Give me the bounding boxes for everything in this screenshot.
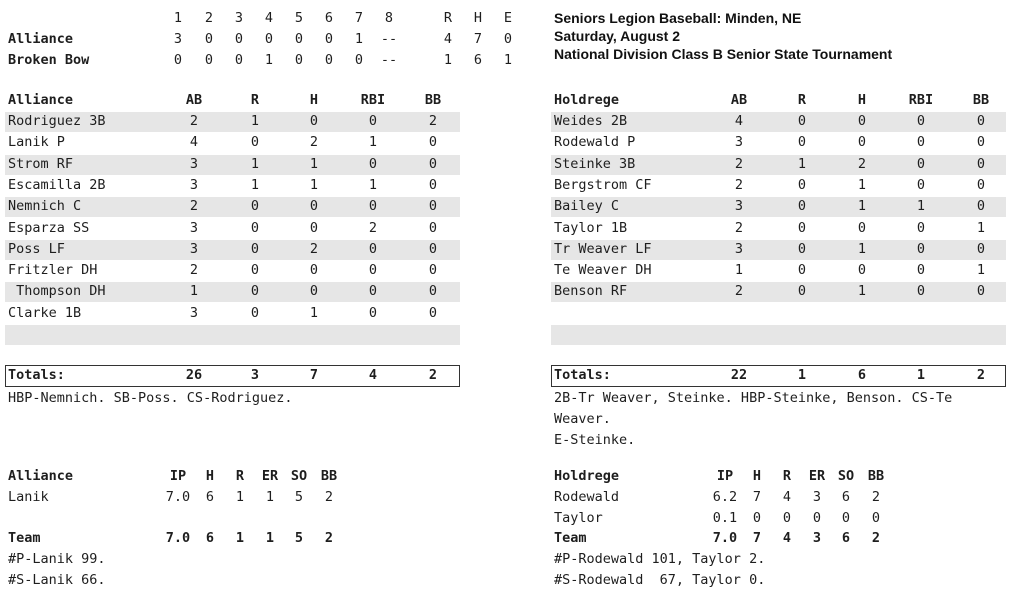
- batting-player-name: Steinke 3B: [554, 155, 636, 172]
- batting-total-value: 22: [730, 367, 748, 383]
- linescore-team-name: Alliance: [8, 31, 74, 47]
- batting-player-name: Fritzler DH: [8, 262, 98, 279]
- batting-stat: 0: [976, 283, 986, 300]
- batting-stat: 3: [734, 134, 744, 151]
- batting-team-header: Alliance: [8, 92, 74, 108]
- pitching-team-header: Alliance: [8, 468, 74, 484]
- batting-stat: 0: [309, 219, 319, 236]
- batting-stat: 1: [734, 262, 744, 279]
- pitching-stat: 1: [235, 489, 245, 505]
- batting-stat: 0: [976, 155, 986, 172]
- linescore-rhe-value: 4: [443, 31, 453, 47]
- pitching-stat: 0: [782, 510, 792, 526]
- batting-stat: 4: [189, 134, 199, 151]
- batting-player-name: Escamilla 2B: [8, 176, 106, 193]
- pitching-stat: 1: [265, 489, 275, 505]
- pitching-team-header: Holdrege: [554, 468, 620, 484]
- batting-stat: 0: [368, 304, 378, 321]
- batting-stat: 1: [857, 176, 867, 193]
- batting-stat: 0: [976, 134, 986, 151]
- batting-stat: 0: [428, 198, 438, 215]
- batting-stat: 0: [797, 113, 807, 129]
- batting-stat: 1: [309, 304, 319, 321]
- batting-stat: 1: [976, 219, 986, 236]
- pitching-column-header: BB: [320, 468, 338, 484]
- batting-stat: 2: [857, 155, 867, 172]
- pitching-stat: 6: [205, 489, 215, 505]
- batting-column-header: AB: [185, 92, 203, 108]
- batting-column-header: BB: [972, 92, 990, 108]
- pitching-stat: 0: [871, 510, 881, 526]
- pitching-team-label: Team: [8, 530, 41, 546]
- linescore-inning-score: 0: [234, 31, 244, 47]
- linescore-inning-header: 5: [294, 10, 304, 26]
- batting-stat: 0: [428, 219, 438, 236]
- batting-row-shade: [5, 325, 460, 345]
- batting-stat: 0: [976, 240, 986, 257]
- pitching-stat: 0: [752, 510, 762, 526]
- batting-player-name: Strom RF: [8, 155, 74, 172]
- batting-player-name: Rodriguez 3B: [8, 113, 106, 129]
- linescore-rhe-header: E: [503, 10, 513, 26]
- batting-stat: 3: [189, 304, 199, 321]
- linescore-rhe-header: H: [473, 10, 483, 26]
- pitching-stat: 4: [782, 489, 792, 505]
- batting-total-value: 26: [185, 367, 203, 383]
- batting-stat: 1: [250, 155, 260, 172]
- batting-total-value: 2: [428, 367, 438, 383]
- batting-stat: 0: [797, 219, 807, 236]
- batting-stat: 0: [250, 240, 260, 257]
- pitching-stat: 2: [871, 489, 881, 505]
- pitching-column-header: BB: [867, 468, 885, 484]
- batting-stat: 0: [368, 113, 378, 129]
- batting-stat: 0: [428, 262, 438, 279]
- batting-stat: 1: [368, 134, 378, 151]
- batting-stat: 0: [428, 304, 438, 321]
- batting-stat: 0: [368, 283, 378, 300]
- batting-stat: 1: [368, 176, 378, 193]
- batting-stat: 0: [250, 262, 260, 279]
- batting-team-header: Holdrege: [554, 92, 620, 108]
- pitching-stat: 3: [812, 489, 822, 505]
- linescore-rhe-value: 6: [473, 52, 483, 68]
- linescore-inning-score: 0: [324, 31, 334, 47]
- batting-player-name: Te Weaver DH: [554, 262, 652, 279]
- batting-stat: 2: [309, 134, 319, 151]
- linescore-inning-score: 1: [354, 31, 364, 47]
- batting-stat: 1: [250, 113, 260, 129]
- batting-stat: 2: [428, 113, 438, 129]
- pitching-column-header: SO: [837, 468, 855, 484]
- pitching-column-header: IP: [716, 468, 734, 484]
- pitching-stat: 7.0: [165, 489, 191, 505]
- linescore-inning-header: 3: [234, 10, 244, 26]
- batting-stat: 0: [428, 240, 438, 257]
- pitcher-name: Rodewald: [554, 489, 620, 505]
- pitching-note: #S-Rodewald 67, Taylor 0.: [554, 572, 766, 588]
- pitching-column-header: H: [752, 468, 762, 484]
- pitching-column-header: R: [235, 468, 245, 484]
- linescore-inning-score: 0: [294, 31, 304, 47]
- batting-stat: 0: [797, 134, 807, 151]
- batting-stat: 0: [368, 240, 378, 257]
- batting-stat: 0: [368, 262, 378, 279]
- batting-column-header: H: [857, 92, 867, 108]
- batting-stat: 3: [734, 198, 744, 215]
- batting-stat: 0: [368, 198, 378, 215]
- linescore-inning-score: 0: [324, 52, 334, 68]
- batting-player-name: Bergstrom CF: [554, 176, 652, 193]
- batting-stat: 0: [309, 198, 319, 215]
- batting-row-shade: [551, 325, 1006, 345]
- pitching-note: #P-Lanik 99.: [8, 551, 106, 567]
- batting-stat: 0: [428, 134, 438, 151]
- batting-player-name: Benson RF: [554, 283, 628, 300]
- batting-player-name: Bailey C: [554, 198, 620, 215]
- batting-column-header: R: [797, 92, 807, 108]
- pitching-note: #P-Rodewald 101, Taylor 2.: [554, 551, 766, 567]
- batting-stat: 1: [976, 262, 986, 279]
- batting-stat: 0: [309, 113, 319, 129]
- batting-total-value: 1: [916, 367, 926, 383]
- batting-stat: 4: [734, 113, 744, 129]
- batting-stat: 3: [189, 240, 199, 257]
- batting-stat: 0: [428, 176, 438, 193]
- pitching-team-total: 7.0: [712, 530, 738, 546]
- pitching-note: #S-Lanik 66.: [8, 572, 106, 588]
- pitching-stat: 0: [812, 510, 822, 526]
- batting-stat: 0: [916, 283, 926, 300]
- batting-stat: 1: [309, 155, 319, 172]
- pitching-team-total: 2: [871, 530, 881, 546]
- batting-player-name: Lanik P: [8, 134, 65, 151]
- batting-total-value: 3: [250, 367, 260, 383]
- batting-stat: 2: [189, 262, 199, 279]
- batting-totals-label: Totals:: [554, 367, 611, 383]
- batting-stat: 2: [368, 219, 378, 236]
- linescore-rhe-value: 1: [503, 52, 513, 68]
- batting-stat: 0: [916, 176, 926, 193]
- pitcher-name: Taylor: [554, 510, 603, 526]
- pitching-team-total: 6: [841, 530, 851, 546]
- batting-player-name: Thompson DH: [8, 283, 106, 300]
- batting-total-value: 6: [857, 367, 867, 383]
- batting-stat: 1: [309, 176, 319, 193]
- batting-stat: 0: [309, 262, 319, 279]
- batting-stat: 0: [250, 304, 260, 321]
- batting-stat: 2: [734, 283, 744, 300]
- batting-stat: 1: [857, 283, 867, 300]
- batting-stat: 0: [857, 262, 867, 279]
- batting-column-header: RBI: [908, 92, 934, 108]
- pitching-team-total: 5: [294, 530, 304, 546]
- pitching-stat: 7: [752, 489, 762, 505]
- batting-stat: 2: [734, 155, 744, 172]
- batting-player-name: Esparza SS: [8, 219, 90, 236]
- batting-note: E-Steinke.: [554, 432, 636, 448]
- batting-stat: 0: [916, 113, 926, 129]
- pitching-team-total: 7.0: [165, 530, 191, 546]
- batting-stat: 0: [250, 198, 260, 215]
- header-title: Seniors Legion Baseball: Minden, NE: [554, 10, 802, 26]
- pitching-column-header: IP: [169, 468, 187, 484]
- batting-stat: 0: [250, 219, 260, 236]
- batting-stat: 0: [428, 283, 438, 300]
- batting-stat: 0: [857, 219, 867, 236]
- pitching-column-header: H: [205, 468, 215, 484]
- batting-stat: 0: [797, 262, 807, 279]
- batting-stat: 0: [797, 198, 807, 215]
- batting-stat: 0: [976, 176, 986, 193]
- batting-stat: 0: [309, 283, 319, 300]
- batting-stat: 2: [189, 113, 199, 129]
- batting-player-name: Taylor 1B: [554, 219, 628, 236]
- batting-stat: 1: [857, 240, 867, 257]
- linescore-rhe-value: 7: [473, 31, 483, 47]
- batting-stat: 1: [189, 283, 199, 300]
- batting-player-name: Tr Weaver LF: [554, 240, 652, 257]
- batting-stat: 0: [797, 240, 807, 257]
- batting-totals-label: Totals:: [8, 367, 65, 383]
- linescore-inning-score: 3: [173, 31, 183, 47]
- batting-stat: 2: [734, 219, 744, 236]
- pitching-stat: 0: [841, 510, 851, 526]
- batting-total-value: 2: [976, 367, 986, 383]
- batting-total-value: 7: [309, 367, 319, 383]
- batting-stat: 0: [916, 134, 926, 151]
- header-event: National Division Class B Senior State Tournament: [554, 46, 893, 62]
- pitching-column-header: ER: [808, 468, 826, 484]
- batting-stat: 1: [797, 155, 807, 172]
- batting-player-name: Nemnich C: [8, 198, 82, 215]
- batting-stat: 0: [797, 176, 807, 193]
- batting-total-value: 4: [368, 367, 378, 383]
- pitching-team-total: 7: [752, 530, 762, 546]
- pitching-team-total: 2: [324, 530, 334, 546]
- batting-stat: 2: [309, 240, 319, 257]
- batting-total-value: 1: [797, 367, 807, 383]
- batting-column-header: AB: [730, 92, 748, 108]
- header-date: Saturday, August 2: [554, 28, 681, 44]
- batting-stat: 0: [916, 240, 926, 257]
- linescore-rhe-value: 0: [503, 31, 513, 47]
- linescore-inning-score: 0: [354, 52, 364, 68]
- linescore-inning-score: 0: [234, 52, 244, 68]
- batting-stat: 3: [189, 219, 199, 236]
- linescore-inning-score: 0: [264, 31, 274, 47]
- batting-stat: 0: [250, 134, 260, 151]
- batting-stat: 0: [976, 198, 986, 215]
- pitching-team-total: 6: [205, 530, 215, 546]
- batting-player-name: Rodewald P: [554, 134, 636, 151]
- batting-column-header: BB: [424, 92, 442, 108]
- linescore-rhe-header: R: [443, 10, 453, 26]
- batting-stat: 0: [250, 283, 260, 300]
- pitching-stat: 0.1: [712, 510, 738, 526]
- pitching-team-total: 1: [265, 530, 275, 546]
- linescore-inning-score: 0: [204, 31, 214, 47]
- batting-note: Weaver.: [554, 411, 611, 427]
- batting-note: HBP-Nemnich. SB-Poss. CS-Rodriguez.: [8, 390, 293, 406]
- linescore-inning-header: 8: [384, 10, 394, 26]
- pitching-stat: 2: [324, 489, 334, 505]
- batting-stat: 1: [250, 176, 260, 193]
- linescore-inning-score: 0: [204, 52, 214, 68]
- pitcher-name: Lanik: [8, 489, 49, 505]
- pitching-team-total: 3: [812, 530, 822, 546]
- batting-stat: 3: [189, 176, 199, 193]
- batting-column-header: R: [250, 92, 260, 108]
- linescore-inning-score: 0: [173, 52, 183, 68]
- linescore-rhe-value: 1: [443, 52, 453, 68]
- pitching-team-total: 1: [235, 530, 245, 546]
- batting-player-name: Weides 2B: [554, 113, 628, 129]
- batting-stat: 2: [189, 198, 199, 215]
- linescore-inning-score: 1: [264, 52, 274, 68]
- batting-stat: 0: [916, 262, 926, 279]
- batting-stat: 0: [857, 113, 867, 129]
- batting-stat: 0: [797, 283, 807, 300]
- batting-stat: 1: [857, 198, 867, 215]
- batting-note: 2B-Tr Weaver, Steinke. HBP-Steinke, Benson. CS-Te: [554, 390, 953, 406]
- batting-stat: 1: [916, 198, 926, 215]
- batting-stat: 0: [916, 155, 926, 172]
- linescore-inning-header: 2: [204, 10, 214, 26]
- batting-stat: 3: [734, 240, 744, 257]
- linescore-inning-header: 7: [354, 10, 364, 26]
- batting-stat: 2: [734, 176, 744, 193]
- batting-stat: 3: [189, 155, 199, 172]
- batting-column-header: H: [309, 92, 319, 108]
- batting-column-header: RBI: [360, 92, 386, 108]
- batting-stat: 0: [976, 113, 986, 129]
- linescore-team-name: Broken Bow: [8, 52, 90, 68]
- linescore-inning-header: 6: [324, 10, 334, 26]
- linescore-inning-header: 1: [173, 10, 183, 26]
- pitching-column-header: R: [782, 468, 792, 484]
- linescore-inning-score: --: [380, 52, 398, 68]
- pitching-stat: 6.2: [712, 489, 738, 505]
- linescore-inning-score: --: [380, 31, 398, 47]
- linescore-inning-score: 0: [294, 52, 304, 68]
- batting-stat: 0: [428, 155, 438, 172]
- batting-stat: 0: [857, 134, 867, 151]
- pitching-team-total: 4: [782, 530, 792, 546]
- batting-stat: 0: [368, 155, 378, 172]
- pitching-column-header: ER: [261, 468, 279, 484]
- linescore-inning-header: 4: [264, 10, 274, 26]
- pitching-column-header: SO: [290, 468, 308, 484]
- pitching-stat: 6: [841, 489, 851, 505]
- pitching-stat: 5: [294, 489, 304, 505]
- batting-stat: 0: [916, 219, 926, 236]
- batting-player-name: Poss LF: [8, 240, 65, 257]
- batting-player-name: Clarke 1B: [8, 304, 82, 321]
- pitching-team-label: Team: [554, 530, 587, 546]
